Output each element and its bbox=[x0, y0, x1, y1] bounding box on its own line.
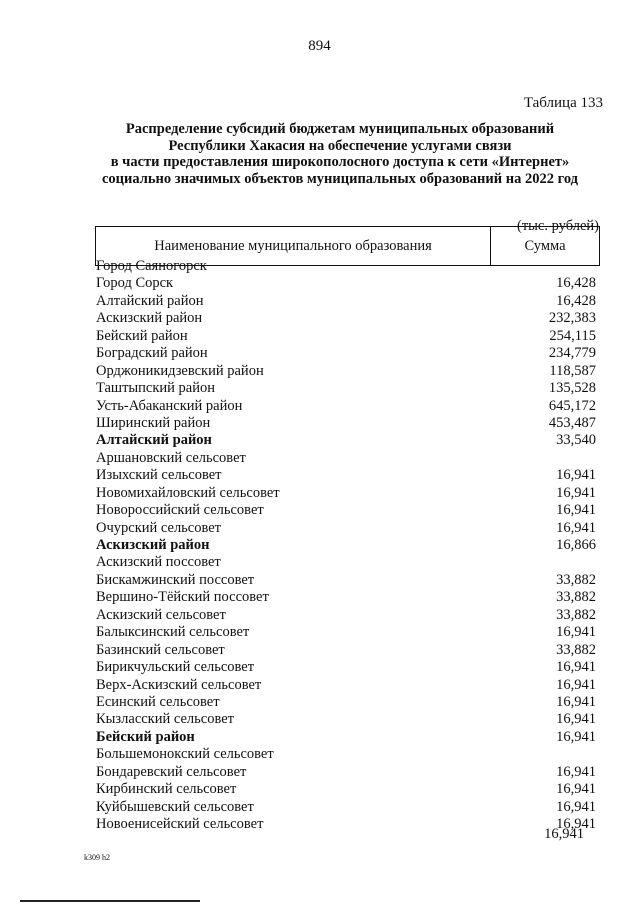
units-label: (тыс. рублей) bbox=[517, 218, 599, 234]
row-name: Аршановский сельсовет bbox=[96, 449, 246, 466]
row-value: 16,428 bbox=[556, 275, 596, 292]
table-row bbox=[0, 607, 639, 624]
table-row bbox=[0, 363, 639, 380]
row-name: Новомихайловский сельсовет bbox=[96, 484, 280, 501]
document-title bbox=[80, 121, 600, 187]
table-row bbox=[0, 589, 639, 606]
table-row bbox=[0, 293, 639, 310]
table-row bbox=[0, 711, 639, 728]
table-row bbox=[0, 554, 639, 571]
row-name: Большемонокский сельсовет bbox=[96, 746, 274, 763]
row-value: 16,941 bbox=[556, 798, 596, 815]
row-value: 16,941 bbox=[556, 711, 596, 728]
table-body bbox=[0, 258, 639, 833]
title-line: в части предоставления широкополосного доступа к сети «Интернет» bbox=[110, 154, 570, 170]
page-number: 894 bbox=[308, 38, 331, 54]
table-row bbox=[0, 799, 639, 816]
row-value: 16,941 bbox=[556, 467, 596, 484]
row-value: 16,941 bbox=[556, 816, 596, 832]
table-row bbox=[0, 258, 639, 275]
header-sum: Сумма bbox=[524, 237, 566, 254]
row-name: Очурский сельсовет bbox=[96, 519, 222, 536]
row-value: 118,587 bbox=[549, 362, 596, 379]
row-name: Есинский сельсовет bbox=[96, 693, 220, 710]
row-name: Бейский район bbox=[96, 728, 195, 745]
row-name: Бискамжинский поссовет bbox=[96, 571, 255, 588]
row-value: 645,172 bbox=[548, 397, 596, 414]
trailing-value: 16,941 bbox=[544, 826, 584, 842]
row-value: 33,882 bbox=[556, 641, 596, 658]
title-line: социально значимых объектов муниципальных образований на 2022 год bbox=[101, 170, 578, 187]
row-name: Город Саяногорск bbox=[96, 258, 207, 274]
row-name: Аскизский сельсовет bbox=[96, 606, 226, 623]
table-row bbox=[0, 624, 639, 641]
table-row bbox=[0, 520, 639, 537]
row-value: 135,528 bbox=[548, 380, 596, 397]
row-name: Бондаревский сельсовет bbox=[96, 763, 247, 780]
table-row bbox=[0, 415, 639, 432]
row-name: Алтайский район bbox=[96, 292, 204, 309]
row-name: Аскизский район bbox=[96, 537, 210, 553]
row-value: 232,383 bbox=[548, 310, 596, 327]
row-name: Изыхский сельсовет bbox=[96, 467, 222, 484]
table-row bbox=[0, 764, 639, 781]
row-value: 33,882 bbox=[556, 589, 596, 606]
row-name: Балыксинский сельсовет bbox=[96, 624, 250, 641]
row-name: Ширинский район bbox=[96, 414, 211, 431]
title-line: Распределение субсидий бюджетам муниципальных образований bbox=[125, 121, 555, 137]
table-row bbox=[0, 642, 639, 659]
table-row bbox=[0, 502, 639, 519]
table-row bbox=[0, 694, 639, 711]
row-value: 16,941 bbox=[556, 502, 596, 519]
row-name: Кирбинский сельсовет bbox=[96, 781, 237, 798]
row-name: Новороссийский сельсовет bbox=[96, 502, 264, 519]
table-row bbox=[0, 677, 639, 694]
table-row bbox=[0, 450, 639, 467]
scan-edge-line bbox=[20, 900, 200, 902]
row-value: 16,941 bbox=[556, 676, 596, 693]
row-name: Верх-Аскизский сельсовет bbox=[96, 676, 262, 693]
row-name: Орджоникидзевский район bbox=[96, 362, 264, 379]
row-value: 16,941 bbox=[556, 624, 596, 641]
table-row bbox=[0, 485, 639, 502]
row-name: Аскизский поссовет bbox=[96, 554, 221, 571]
row-name: Новоенисейский сельсовет bbox=[96, 816, 264, 832]
district-heading-row bbox=[0, 537, 639, 554]
row-value: 33,882 bbox=[556, 571, 596, 588]
row-name: Бейский район bbox=[96, 327, 188, 344]
row-name: Усть-Абаканский район bbox=[96, 397, 243, 414]
row-value: 16,941 bbox=[556, 781, 596, 798]
table-row bbox=[0, 746, 639, 763]
row-value: 16,866 bbox=[556, 537, 596, 553]
row-name: Куйбышевский сельсовет bbox=[96, 798, 254, 815]
header-name: Наименование муниципального образования bbox=[96, 227, 491, 265]
row-value: 16,941 bbox=[556, 763, 596, 780]
row-name: Город Сорск bbox=[96, 275, 174, 292]
row-name: Базинский сельсовет bbox=[96, 641, 225, 658]
row-value: 16,941 bbox=[556, 693, 596, 710]
table-row bbox=[0, 398, 639, 415]
row-name: Кызласский сельсовет bbox=[96, 711, 234, 728]
row-name: Аскизский район bbox=[96, 310, 203, 327]
row-value: 16,941 bbox=[556, 484, 596, 501]
row-value: 33,540 bbox=[556, 432, 596, 449]
district-heading-row bbox=[0, 729, 639, 746]
row-name: Алтайский район bbox=[96, 432, 212, 449]
row-value: 16,941 bbox=[556, 659, 596, 676]
table-row bbox=[0, 467, 639, 484]
row-name: Боградский район bbox=[96, 345, 208, 362]
row-value: 16,428 bbox=[556, 292, 596, 309]
table-row bbox=[0, 310, 639, 327]
row-value: 16,941 bbox=[556, 519, 596, 536]
table-row bbox=[0, 572, 639, 589]
row-name: Вершино-Тёйский поссовет bbox=[96, 589, 269, 606]
district-heading-row bbox=[0, 432, 639, 449]
row-value: 33,882 bbox=[556, 606, 596, 623]
row-value: 234,779 bbox=[548, 345, 596, 362]
footer-code: k309 h2 bbox=[84, 853, 110, 862]
row-value: 16,941 bbox=[556, 728, 596, 745]
row-name: Бирикчульский сельсовет bbox=[96, 659, 255, 676]
row-value: 254,115 bbox=[549, 327, 596, 344]
table-row bbox=[0, 781, 639, 798]
title-line: Республики Хакасия на обеспечение услугами связи bbox=[168, 137, 512, 154]
table-row bbox=[0, 659, 639, 676]
table-row bbox=[0, 380, 639, 397]
row-value: 453,487 bbox=[548, 414, 596, 431]
row-name: Таштыпский район bbox=[96, 380, 216, 397]
table-row bbox=[0, 275, 639, 292]
table-label: Таблица 133 bbox=[523, 95, 603, 111]
table-row bbox=[0, 345, 639, 362]
table-row bbox=[0, 328, 639, 345]
